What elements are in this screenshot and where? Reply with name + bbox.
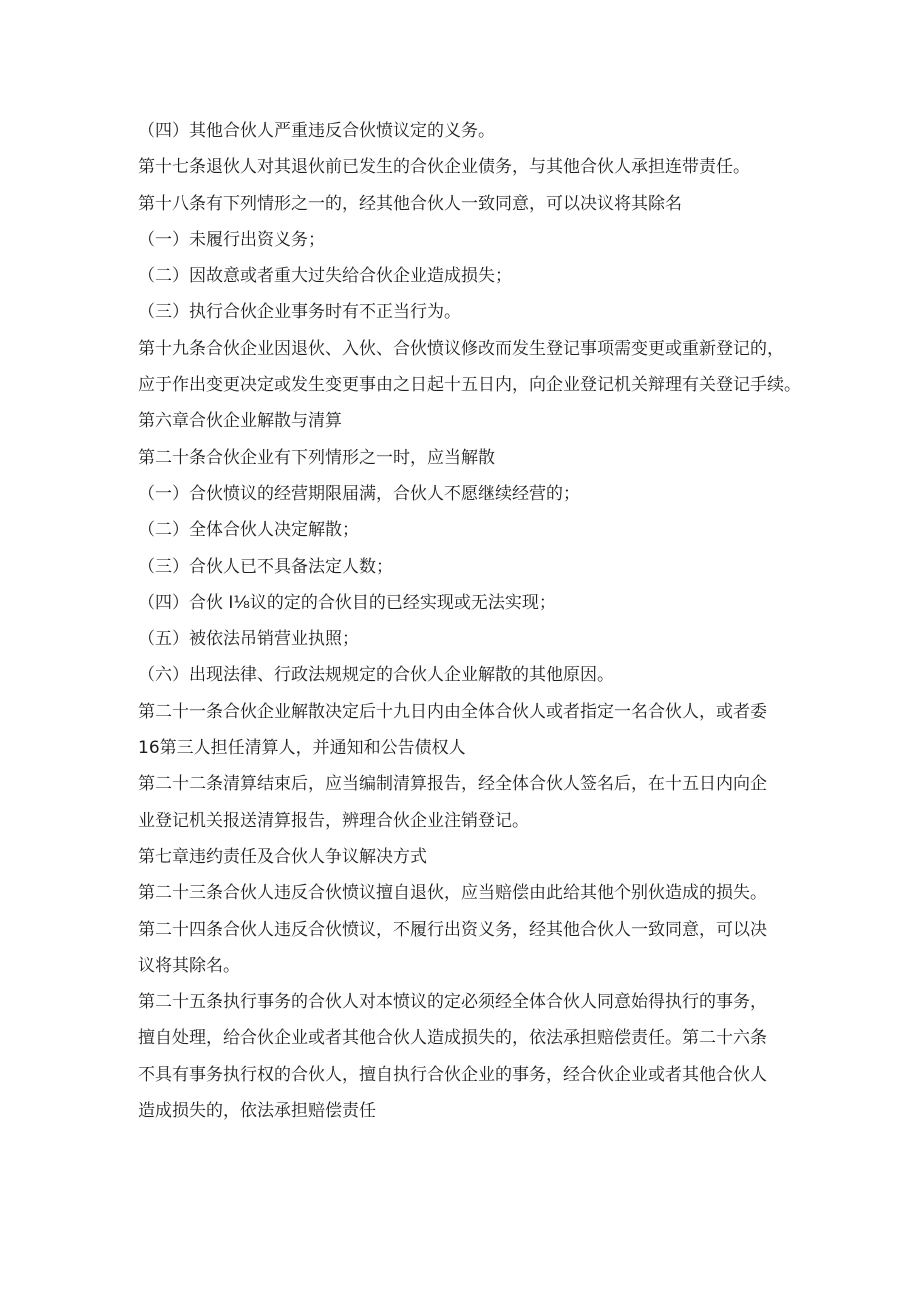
text-line: （一）合伙愤议的经营期限届满，合伙人不愿继续经营的； <box>138 483 580 504</box>
document-body <box>138 116 801 1132</box>
text-line: 业登记机关报送清算报告，辨理合伙企业注销登记。 <box>138 810 529 831</box>
text-line: 第二十三条合伙人违反合伙愤议擅自退伙，应当赔偿由此给其他个别伙造成的损失。 <box>138 883 767 904</box>
text-line: （一）未履行出资义务； <box>138 229 325 250</box>
text-line: （六）出现法律、行政法规规定的合伙人企业解散的其他原因。 <box>138 665 614 686</box>
text-line: 第十九条合伙企业因退伙、入伙、合伙愤议修改而发生登记事项需变更或重新登记的， <box>138 338 784 359</box>
text-line: 造成损失的，依法承担赔偿责任 <box>138 1101 376 1122</box>
text-line: 擅自处理，给合伙企业或者其他合伙人造成损失的，依法承担赔偿责任。第二十六条 <box>138 1028 767 1049</box>
text-line: 第二十四条合伙人违反合伙愤议，不履行出资义务，经其他合伙人一致同意，可以决 <box>138 919 767 940</box>
text-line: （二）全体合伙人决定解散； <box>138 520 359 541</box>
text-line: （四）合伙 I⅛议的定的合伙目的已经实现或无法实现； <box>138 592 556 613</box>
text-line: （三）执行合伙企业事务时有不正当行为。 <box>138 302 461 323</box>
text-line: 第十八条有下列情形之一的，经其他合伙人一致同意，可以决议将其除名 <box>138 193 682 214</box>
text-line: （四）其他合伙人严重违反合伙愤议定的义务。 <box>138 121 495 141</box>
text-line: 第二十二条清算结束后，应当编制清算报告，经全体合伙人签名后，在十五日内向企 <box>138 774 767 795</box>
text-line: （三）合伙人已不具备法定人数； <box>138 556 393 577</box>
text-line: 第二十五条执行事务的合伙人对本愤议的定必须经全体合伙人同意始得执行的事务， <box>138 992 767 1013</box>
text-line: 应于作出变更决定或发生变更事由之日起十五日内，向企业登记机关辩理有关登记手续。 <box>138 375 801 396</box>
chapter-heading: 第七章违约责任及合伙人争议解决方式 <box>138 846 427 867</box>
text-line: 第二十一条合伙企业解散决定后十九日内由全体合伙人或者指定一名合伙人，或者委 <box>138 701 767 722</box>
text-line: （二）因故意或者重大过失给合伙企业造成损失； <box>138 266 512 287</box>
text-line: （五）被依法吊销营业执照； <box>138 629 359 650</box>
text-line: 第十七条退伙人对其退伙前已发生的合伙企业债务，与其他合伙人承担连带责任。 <box>138 157 750 178</box>
text-line: 不具有事务执行权的合伙人，擅自执行合伙企业的事务，经合伙企业或者其他合伙人 <box>138 1064 767 1085</box>
chapter-heading: 第六章合伙企业解散与清算 <box>138 411 342 432</box>
text-line: 16第三人担任清算人，并通知和公告债权人 <box>138 738 466 759</box>
text-line: 第二十条合伙企业有下列情形之一时，应当解散 <box>138 447 495 468</box>
text-line: 议将其除名。 <box>138 955 240 976</box>
